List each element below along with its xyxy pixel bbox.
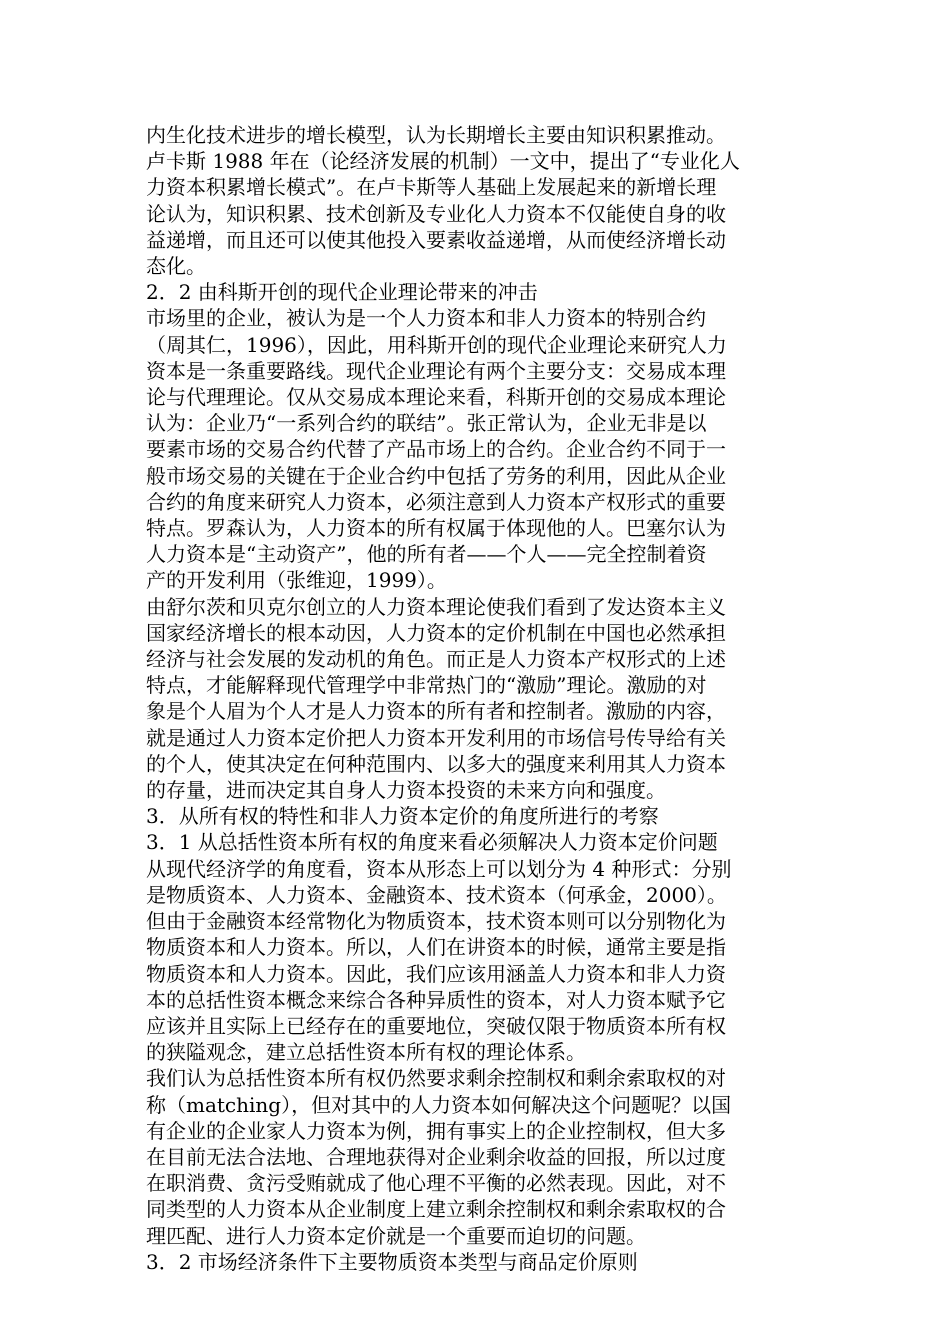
text-line: 经济与社会发展的发动机的角色。而正是人力资本产权形式的上述: [146, 647, 726, 672]
text-line: 人力资本是“主动资产”，他的所有者——个人——完全控制着资: [146, 542, 707, 567]
text-line: 从现代经济学的角度看，资本从形态上可以划分为 4 种形式：分别: [146, 856, 732, 881]
text-line: 在目前无法合法地、合理地获得对企业剩余收益的回报，所以过度: [146, 1144, 726, 1169]
text-line: 的个人，使其决定在何种范围内、以多大的强度来利用其人力资本: [146, 751, 726, 776]
text-line: （周其仁，1996），因此，用科斯开创的现代企业理论来研究人力: [146, 332, 727, 357]
text-line: 资本是一条重要路线。现代企业理论有两个主要分支：交易成本理: [146, 358, 726, 383]
text-line: 应该并且实际上已经存在的重要地位，突破仅限于物质资本所有权: [146, 1013, 726, 1038]
text-line: 就是通过人力资本定价把人力资本开发利用的市场信号传导给有关: [146, 725, 726, 750]
text-line: 产的开发利用（张维迎，1999）。: [146, 568, 447, 593]
text-line: 同类型的人力资本从企业制度上建立剩余控制权和剩余索取权的合: [146, 1197, 726, 1222]
text-line: 论与代理理论。仅从交易成本理论来看，科斯开创的交易成本理论: [146, 385, 726, 410]
text-line: 物质资本和人力资本。所以，人们在讲资本的时候，通常主要是指: [146, 935, 726, 960]
text-line: 理匹配、进行人力资本定价就是一个重要而迫切的问题。: [146, 1223, 646, 1248]
text-line: 要素市场的交易合约代替了产品市场上的合约。企业合约不同于一: [146, 437, 726, 462]
text-line: 市场里的企业，被认为是一个人力资本和非人力资本的特别合约: [146, 306, 706, 331]
text-line: 有企业的企业家人力资本为例，拥有事实上的企业控制权，但大多: [146, 1118, 726, 1143]
text-line: 合约的角度来研究人力资本，必须注意到人力资本产权形式的重要: [146, 489, 726, 514]
section-heading: 3．1 从总括性资本所有权的角度来看必须解决人力资本定价问题: [146, 830, 718, 855]
text-line: 内生化技术进步的增长模型，认为长期增长主要由知识积累推动。: [146, 123, 726, 147]
text-line: 由舒尔茨和贝克尔创立的人力资本理论使我们看到了发达资本主义: [146, 594, 726, 619]
document-body: [146, 122, 806, 1275]
text-line: 物质资本和人力资本。因此，我们应该用涵盖人力资本和非人力资: [146, 961, 726, 986]
text-line: 是物质资本、人力资本、金融资本、技术资本（何承金，2000）。: [146, 882, 727, 907]
text-line: 我们认为总括性资本所有权仍然要求剩余控制权和剩余索取权的对: [146, 1066, 726, 1091]
section-heading: 2．2 由科斯开创的现代企业理论带来的冲击: [146, 280, 538, 305]
text-line: 特点，才能解释现代管理学中非常热门的“激励”理论。激励的对: [146, 673, 707, 698]
text-line: 卢卡斯 1988 年在（论经济发展的机制）一文中，提出了“专业化人: [146, 149, 740, 174]
text-line: 论认为，知识积累、技术创新及专业化人力资本不仅能使自身的收: [146, 201, 726, 226]
text-line: 特点。罗森认为，人力资本的所有权属于体现他的人。巴塞尔认为: [146, 516, 726, 541]
text-line: 象是个人眉为个人才是人力资本的所有者和控制者。激励的内容，: [146, 699, 726, 724]
text-line: 力资本积累增长模式”。在卢卡斯等人基础上发展起来的新增长理: [146, 175, 717, 200]
text-line: 的存量，进而决定其自身人力资本投资的未来方向和强度。: [146, 778, 666, 803]
text-line: 认为：企业乃“一系列合约的联结”。张正常认为，企业无非是以: [146, 411, 707, 436]
text-line: 本的总括性资本概念来综合各种异质性的资本，对人力资本赋予它: [146, 987, 726, 1012]
text-line: 国家经济增长的根本动因，人力资本的定价机制在中国也必然承担: [146, 620, 726, 645]
text-line: 称（matching），但对其中的人力资本如何解决这个问题呢？以国: [146, 1092, 732, 1117]
text-line: 般市场交易的关键在于企业合约中包括了劳务的利用，因此从企业: [146, 463, 726, 488]
section-heading: 3．2 市场经济条件下主要物质资本类型与商品定价原则: [146, 1249, 638, 1274]
text-line: 在职消费、贪污受贿就成了他心理不平衡的必然表现。因此，对不: [146, 1171, 726, 1196]
section-heading: 3．从所有权的特性和非人力资本定价的角度所进行的考察: [146, 804, 659, 829]
text-line: 益递增，而且还可以使其他投入要素收益递增，从而使经济增长动: [146, 227, 726, 252]
text-line: 态化。: [146, 254, 206, 279]
text-line: 但由于金融资本经常物化为物质资本，技术资本则可以分别物化为: [146, 909, 726, 934]
text-line: 的狭隘观念，建立总括性资本所有权的理论体系。: [146, 1040, 586, 1065]
